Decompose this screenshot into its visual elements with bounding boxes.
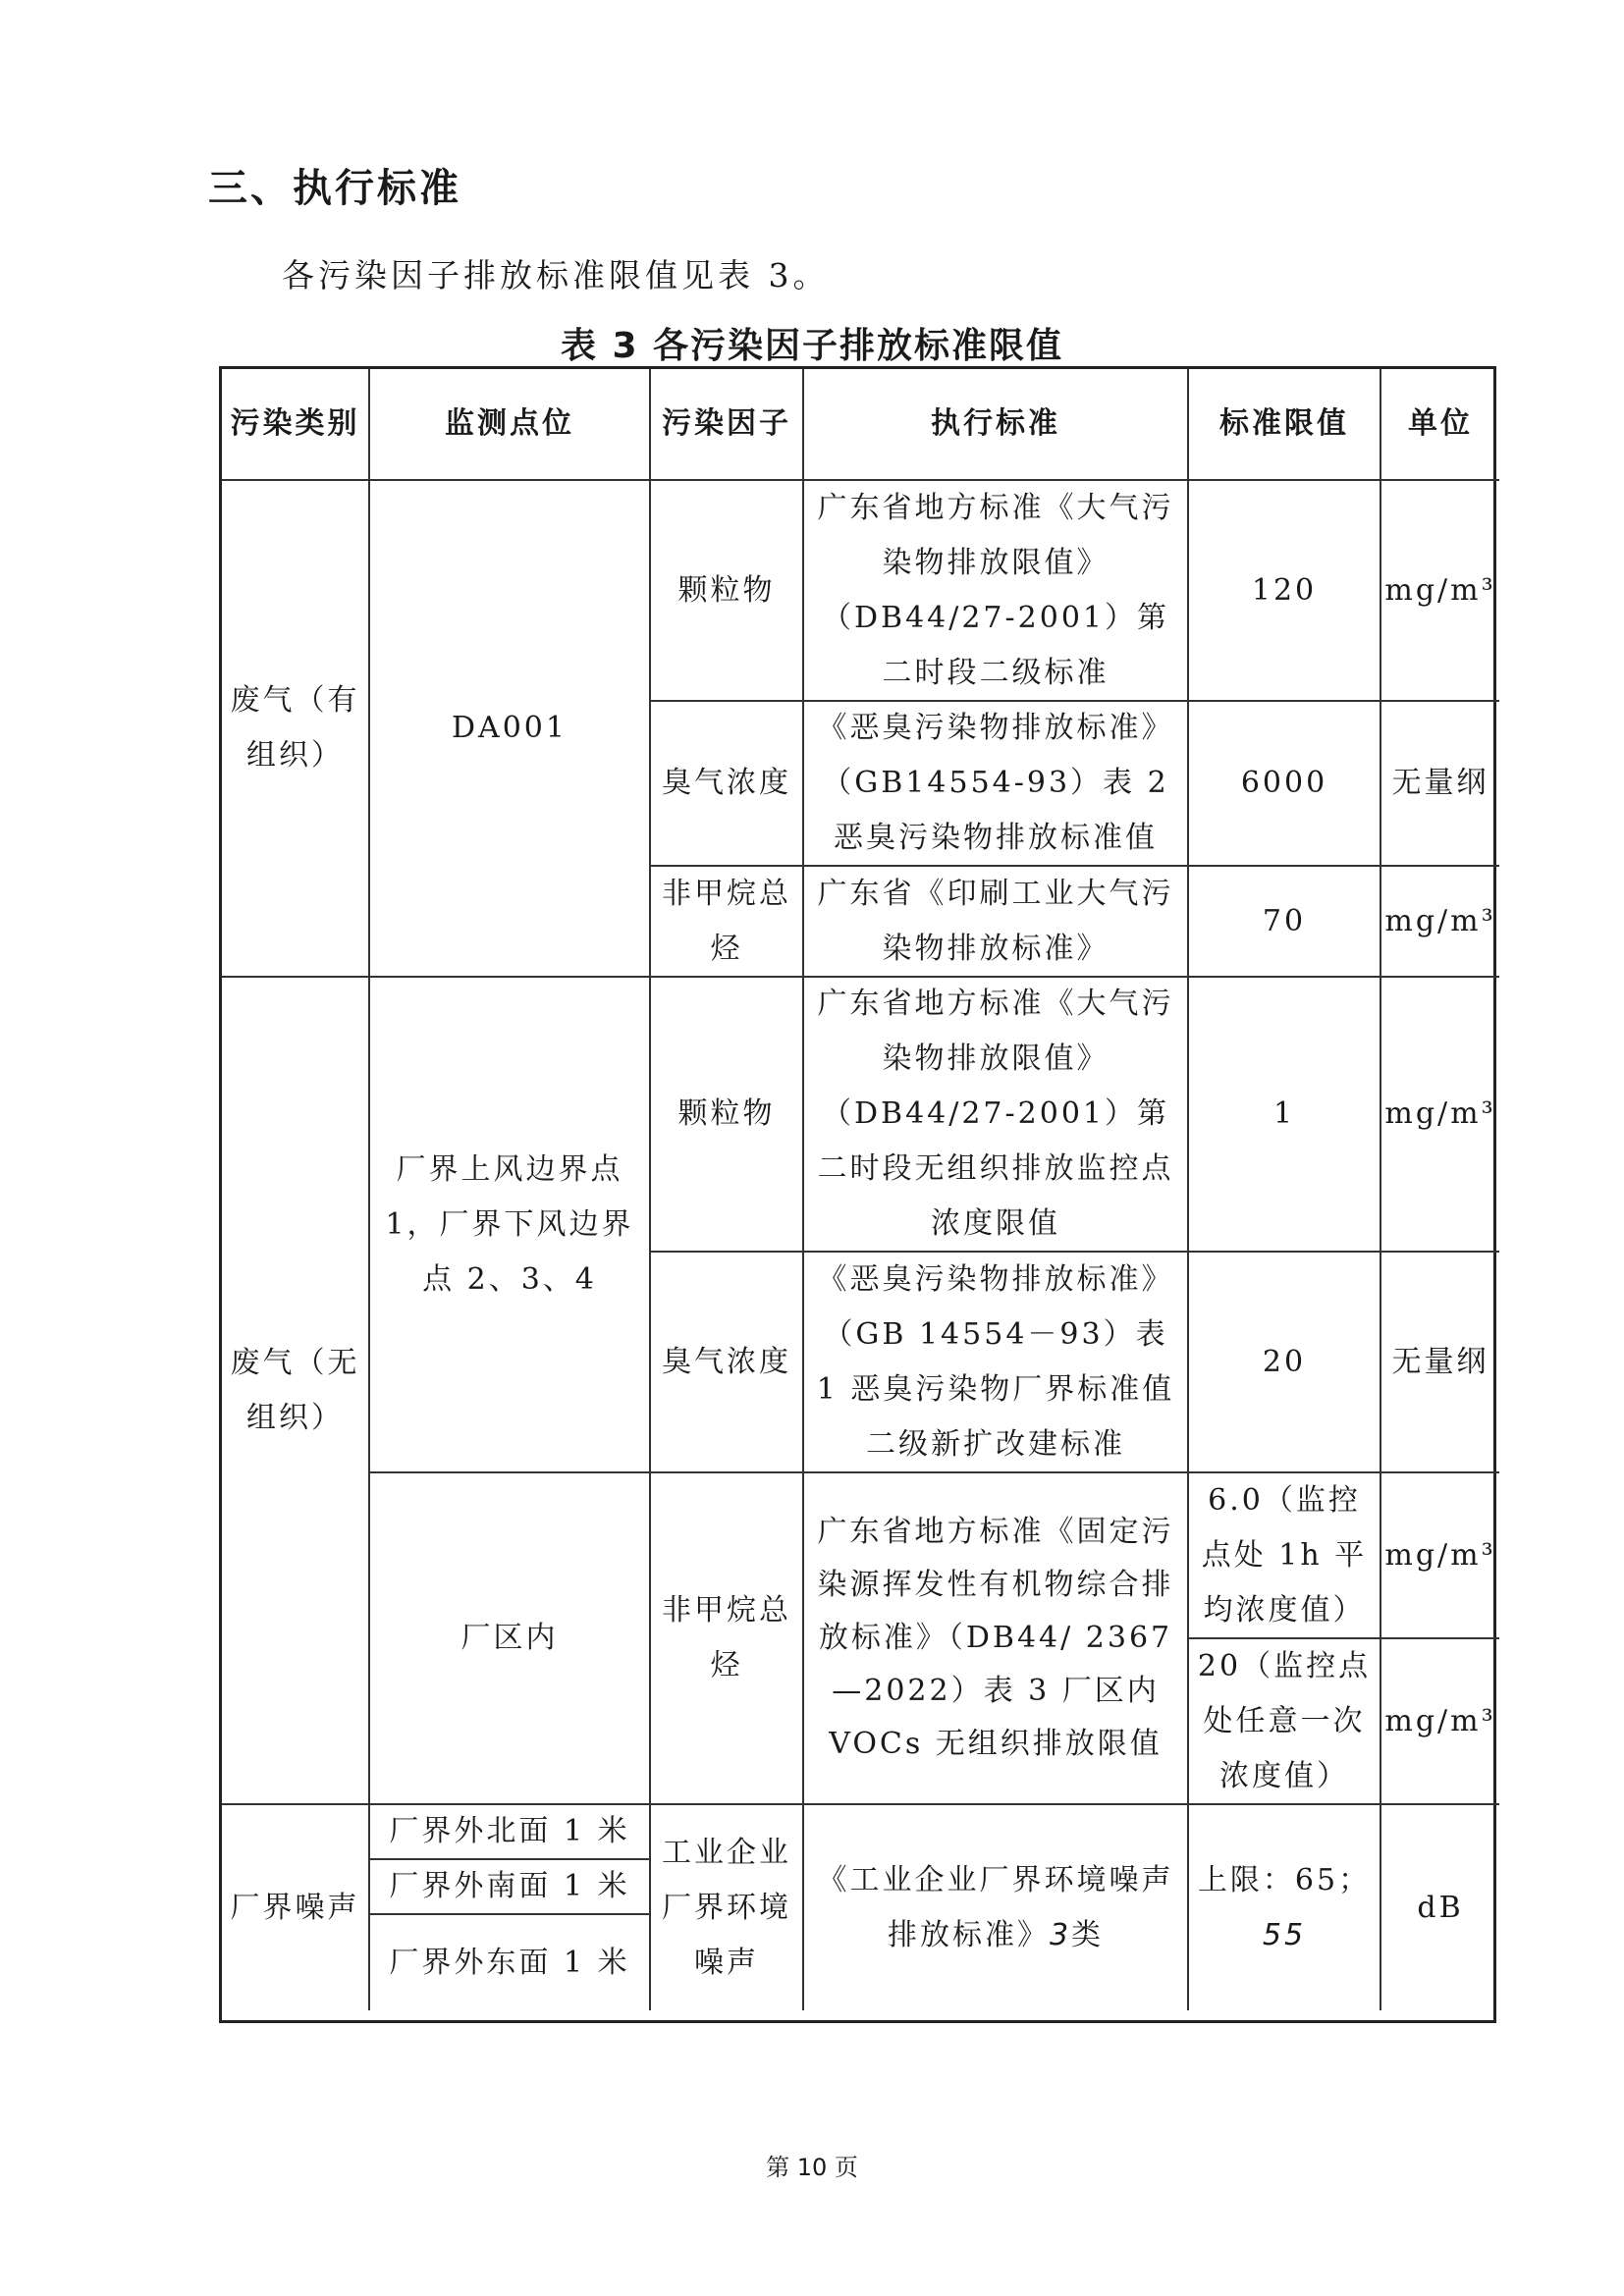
point-boundary: 厂界上风边界点 1，厂界下风边界点 2、3、4 xyxy=(370,978,651,1473)
table-cell: 70 xyxy=(1189,867,1381,978)
header-standard: 执行标准 xyxy=(804,369,1189,481)
table-cell: mg/m³ xyxy=(1381,481,1499,702)
table-cell: 颗粒物 xyxy=(651,481,804,702)
category-noise: 厂界噪声 xyxy=(222,1805,370,2010)
table-cell: 6000 xyxy=(1189,702,1381,867)
table-cell: 无量纲 xyxy=(1381,702,1499,867)
table-cell: 臭气浓度 xyxy=(651,702,804,867)
table-cell: 广东省地方标准《大气污染物排放限值》（DB44/27-2001）第二时段二级标准 xyxy=(804,481,1189,702)
header-point: 监测点位 xyxy=(370,369,651,481)
table-cell: 广东省地方标准《固定污染源挥发性有机物综合排放标准》（DB44/ 2367—2022）表 3 厂区内 VOCs 无组织排放限值 xyxy=(804,1473,1189,1805)
table-cell: 120 xyxy=(1189,481,1381,702)
table-cell: 臭气浓度 xyxy=(651,1253,804,1473)
table-cell: mg/m³ xyxy=(1381,978,1499,1253)
table-cell: 非甲烷总烃 xyxy=(651,867,804,978)
page-number: 第 10 页 xyxy=(766,2154,858,2181)
noise-standard-cell xyxy=(804,1805,1189,2010)
header-limit: 标准限值 xyxy=(1189,369,1381,481)
section-heading: 三、执行标准 xyxy=(208,166,461,211)
intro-paragraph: 各污染因子排放标准限值见表 3。 xyxy=(282,256,830,294)
table-cell: 广东省《印刷工业大气污染物排放标准》 xyxy=(804,867,1189,978)
noise-limit-printed: 上限：65； xyxy=(1197,1862,1372,1897)
table-cell: 6.0（监控点处 1h 平均浓度值） xyxy=(1189,1473,1381,1639)
table-cell: mg/m³ xyxy=(1381,867,1499,978)
table-cell: 无量纲 xyxy=(1381,1253,1499,1473)
noise-limit-handwritten: 55 xyxy=(1262,1917,1307,1952)
table-cell: 广东省地方标准《大气污染物排放限值》（DB44/27-2001）第二时段无组织排放监控点浓度限值 xyxy=(804,978,1189,1253)
table-cell: 非甲烷总烃 xyxy=(651,1473,804,1805)
point-da001: DA001 xyxy=(370,481,651,978)
noise-point-south: 厂界外南面 1 米 xyxy=(370,1860,651,1915)
table-cell: 20（监控点处任意一次浓度值） xyxy=(1189,1639,1381,1805)
table-cell: 工业企业厂界环境噪声 xyxy=(651,1805,804,2010)
category-fugitive: 废气（无组织） xyxy=(222,978,370,1805)
emission-standards-table xyxy=(219,366,1496,2023)
table-cell: dB xyxy=(1417,1890,1464,1925)
header-category: 污染类别 xyxy=(222,369,370,481)
table-cell: 《恶臭污染物排放标准》（GB14554-93）表 2 恶臭污染物排放标准值 xyxy=(804,702,1189,867)
noise-point-east: 厂界外东面 1 米 xyxy=(370,1915,651,2010)
table-cell: 1 xyxy=(1189,978,1381,1253)
table-cell: 20 xyxy=(1189,1253,1381,1473)
table-cell: 颗粒物 xyxy=(651,978,804,1253)
noise-standard-class: 3 xyxy=(1049,1917,1072,1952)
table-cell: mg/m³ xyxy=(1381,1473,1499,1639)
noise-point-north: 厂界外北面 1 米 xyxy=(370,1805,651,1860)
noise-limit-cell xyxy=(1189,1805,1381,2010)
point-inside: 厂区内 xyxy=(370,1473,651,1805)
table-cell: 《恶臭污染物排放标准》（GB 14554－93）表 1 恶臭污染物厂界标准值二级新扩改建标准 xyxy=(804,1253,1189,1473)
table-caption: 表 3 各污染因子排放标准限值 xyxy=(560,326,1064,366)
table-cell: mg/m³ xyxy=(1381,1639,1499,1805)
header-unit: 单位 xyxy=(1381,369,1499,481)
noise-standard-text: 《工业企业厂界环境噪声排放标准》3类 xyxy=(817,1862,1174,1952)
header-factor: 污染因子 xyxy=(651,369,804,481)
category-organized: 废气（有组织） xyxy=(222,481,370,978)
